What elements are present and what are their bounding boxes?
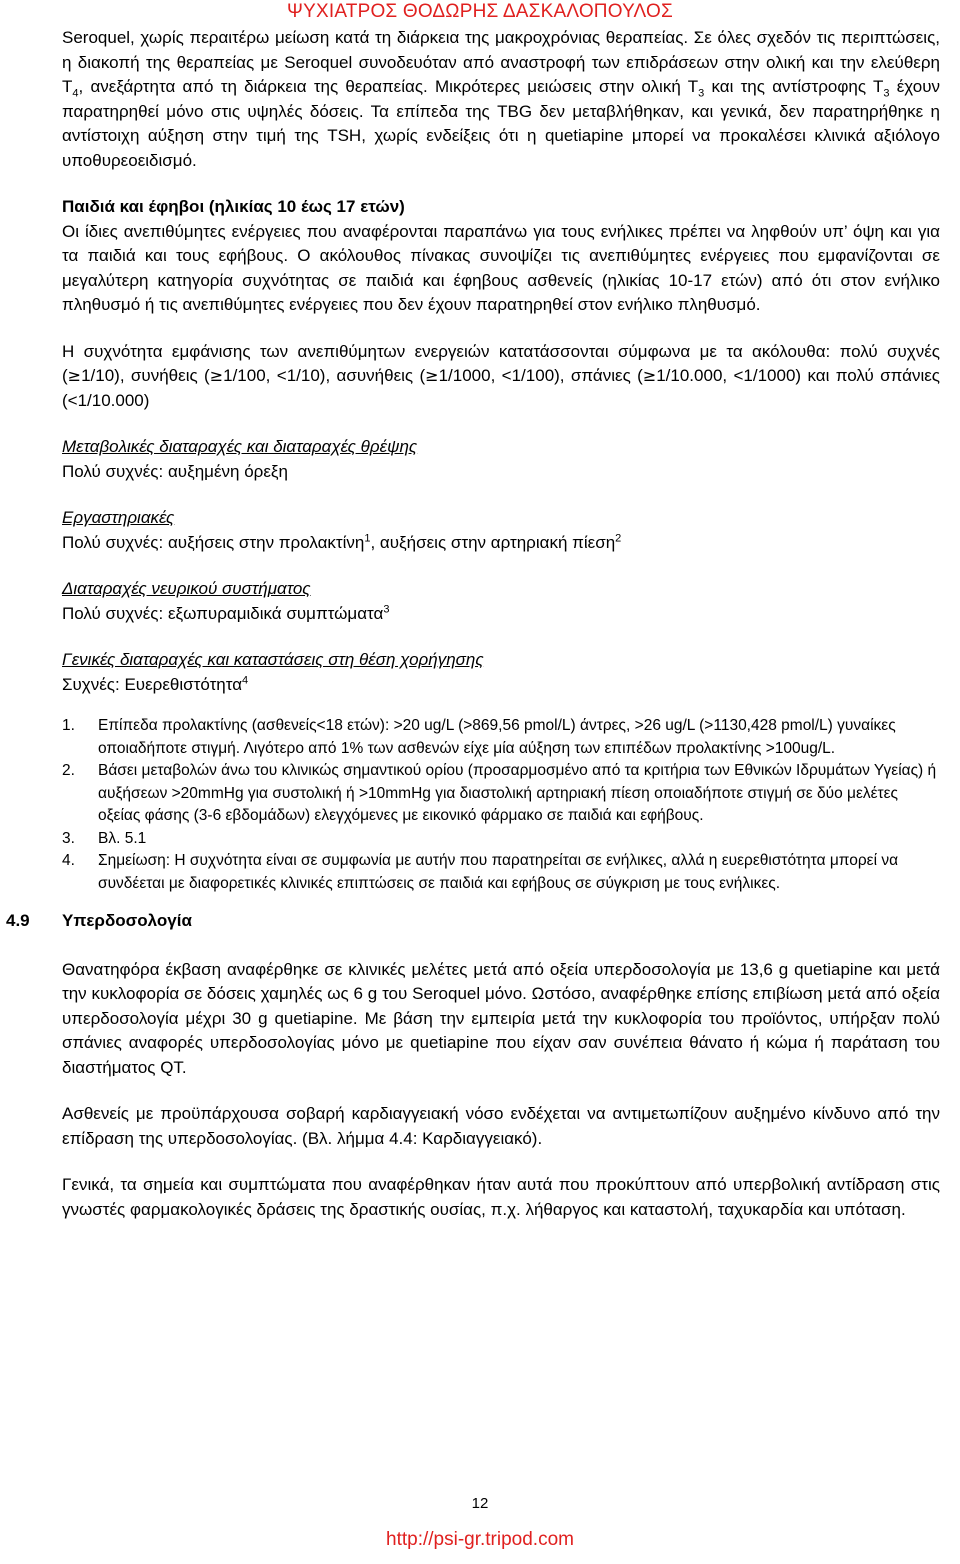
footnote-item: 3. Βλ. 5.1 — [62, 829, 147, 847]
category-title-general: Γενικές διαταραχές και καταστάσεις στη θέση χορήγησης — [62, 650, 484, 669]
category-title-lab: Εργαστηριακές — [62, 508, 175, 527]
overdose-paragraph-2: Ασθενείς με προϋπάρχουσα σοβαρή καρδιαγγειακή νόσο ενδέχεται να αντιμετωπίζουν αυξημένο κίνδυνο από την επίδραση της υπερδοσολογίας. (Βλ. λήμμα 4.4: Καρδιαγγειακό). — [62, 1104, 940, 1148]
footnote-item: 4. Σημείωση: Η συχνότητα είναι σε συμφωνία με αυτήν που παρατηρείται σε ενήλικες, αλλά η ευερεθιστότητα μπορεί να συνδέεται με διαφορετικές κλινικές επιπτώσεις σε παιδιά και εφήβους σε σύγκριση με τους ενήλικες. — [62, 852, 899, 892]
category-text-lab: Πολύ συχνές: αυξήσεις στην προλακτίνη$^1$, αυξήσεις στην αρτηριακή πίεση$^2$ — [62, 531, 622, 552]
intro-paragraph: Seroquel, χωρίς περαιτέρω μείωση κατά τη διάρκεια της μακροχρόνιας θεραπείας. Σε όλες σχεδόν τις περιπτώσεις, η διακοπή της θεραπείας με Seroquel συνοδευόταν από αναστροφή των επιδράσεων στην ολική και την ελεύθερη $T_4$, ανεξάρτητα από τη διάρκεια της θεραπείας. Μικρότερες μειώσεις στην ολική $T_3$ και της αντίστροφης $T_3$ έχουν παρατηρηθεί μόνο στις υψηλές δόσεις. Τα επίπεδα της TBG δεν μεταβλήθηκαν, και γενικά, δεν παρατηρήθηκε η αντίστοιχη αύξηση στην τιμή της TSH, χωρίς ενδείξεις ότι η quetiapine μπορεί να προκαλέσει κλινικά αξιόλογο υποθυρεοειδισμό. — [62, 28, 940, 170]
footer-url-link[interactable]: http://psi-gr.tripod.com — [386, 1529, 574, 1550]
footnote-item: 2. Βάσει μεταβολών άνω του κλινικώς σημαντικού ορίου (προσαρμοσμένο από τα κριτήρια των Εθνικών Ιδρυμάτων Υγείας) ή αυξήσεων >20mmHg για συστολική ή >10mmHg για διαστολική αρτηριακή πίεση οποιαδήποτε στιγμή σε δύο μελέτες οξείας φάσης (3-6 εβδομάδων) ελεγχόμενες με εικονικό φάρμακο σε παιδιά και εφήβους. — [62, 762, 937, 824]
overdose-paragraph-1: Θανατηφόρα έκβαση αναφέρθηκε σε κλινικές μελέτες μετά από οξεία υπερδοσολογία με 13,6 g quetiapine και μετά την κυκλοφορία σε δόσεις χαμηλές ως 6 g του Seroquel μόνο. Ωστόσο, αναφέρθηκε επίσης επιβίωση μετά από οξεία υπερδοσολογία μέχρι 30 g quetiapine. Με βάση την εμπειρία μετά την κυκλοφορία του προϊόντος, υπήρξαν πολύ σπάνιες αναφορές υπερδοσολογίας μόνο με quetiapine που είχαν σαν συνέπεια θάνατο ή κώμα ή παράταση του διαστήματος QT. — [62, 959, 940, 1077]
category-text-nervous: Πολύ συχνές: εξωπυραμιδικά συμπτώματα$^3$ — [62, 602, 390, 623]
footnote-item: 1. Επίπεδα προλακτίνης (ασθενείς<18 ετών): >20 ug/L (>869,56 pmol/L) άντρες, >26 ug/L (>1130,428 pmol/L) γυναίκες οποιαδήποτε στιγμή. Λιγότερο από 1% των ασθενών είχε μία αύξηση των επιπέδων προλακτίνης >100ug/L. — [62, 717, 896, 757]
category-text-general: Συχνές: Ευερεθιστότητα$^4$ — [62, 673, 249, 694]
overdose-paragraph-3: Γενικά, τα σημεία και συμπτώματα που αναφέρθηκαν ήταν αυτά που προκύπτουν από υπερβολική αντίδραση στις γνωστές φαρμακολογικές δράσεις της δραστικής ουσίας, π.χ. λήθαργος και καταστολή, ταχυκαρδία και υπόταση. — [62, 1175, 940, 1219]
page-number: 12 — [471, 1495, 489, 1512]
children-heading: Παιδιά και έφηβοι (ηλικίας 10 έως 17 ετών) — [62, 197, 405, 216]
section-heading-overdose: 4.9 Υπερδοσολογία — [6, 911, 192, 930]
category-text-metabolic: Πολύ συχνές: αυξημένη όρεξη — [62, 461, 288, 481]
frequency-paragraph: Η συχνότητα εμφάνισης των ανεπιθύμητων ενεργειών κατατάσσονται σύμφωνα με τα ακόλουθα: πολύ συχνές (≥1/10), συνήθεις (≥1/100, <1/10), ασυνήθεις (≥1/1000, <1/100), σπάνιες (≥1/10.000, <1/1000) και πολύ σπάνιες (<1/10.000) — [62, 341, 940, 410]
page-header: ΨΥΧΙΑΤΡΟΣ ΘΟΔΩΡΗΣ ΔΑΣΚΑΛΟΠΟΥΛΟΣ — [287, 1, 673, 22]
children-paragraph: Οι ίδιες ανεπιθύμητες ενέργειες που αναφέρονται παραπάνω για τους ενήλικες πρέπει να ληφθούν υπ’ όψη και για τα παιδιά και τους εφήβους. Ο ακόλουθος πίνακας συνοψίζει τις ανεπιθύμητες ενέργειες που εμφανίζονται σε μεγαλύτερη κατηγορία συχνότητας σε παιδιά και έφηβους ασθενείς (ηλικίας 10-17 ετών) από ότι στον ενήλικο πληθυσμό ή τις ανεπιθύμητες ενέργειες που δεν έχουν παρατηρηθεί στον ενήλικο πληθυσμό. — [62, 221, 940, 314]
category-title-metabolic: Μεταβολικές διαταραχές και διαταραχές θρέψης — [62, 437, 418, 456]
page-content — [6, 26, 940, 1222]
category-title-nervous: Διαταραχές νευρικού συστήματος — [62, 579, 311, 598]
footnotes-list — [62, 715, 940, 895]
